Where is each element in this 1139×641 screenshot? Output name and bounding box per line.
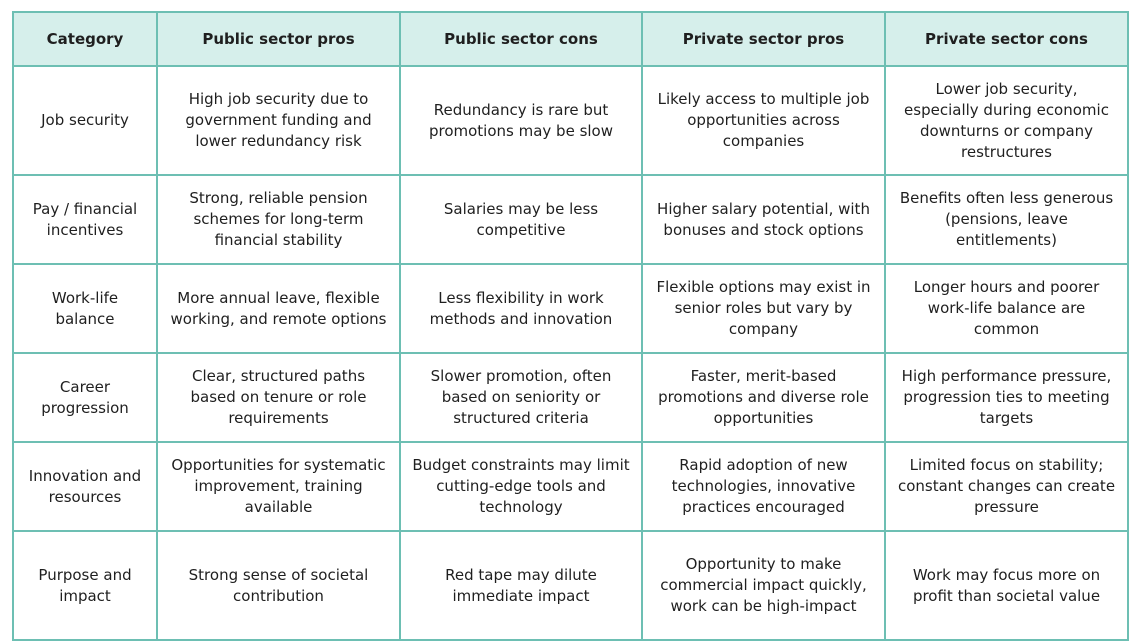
table-cell: Opportunity to make commercial impact quickly, work can be high-impact	[642, 531, 885, 640]
table-cell: Lower job security, especially during economic downturns or company restructures	[885, 66, 1128, 175]
category-cell: Purpose and impact	[13, 531, 157, 640]
category-cell: Innovation and resources	[13, 442, 157, 531]
table-row	[13, 531, 1128, 640]
category-cell: Career progression	[13, 353, 157, 442]
category-cell: Job security	[13, 66, 157, 175]
table-cell: Salaries may be less competitive	[400, 175, 642, 264]
table-cell: Strong, reliable pension schemes for long-term financial stability	[157, 175, 400, 264]
table-header	[13, 12, 1128, 66]
header-private-cons: Private sector cons	[885, 12, 1128, 66]
table-row	[13, 66, 1128, 175]
table-row	[13, 264, 1128, 353]
public-private-comparison-table	[12, 11, 1129, 641]
table-cell: More annual leave, flexible working, and remote options	[157, 264, 400, 353]
table-cell: Budget constraints may limit cutting-edge tools and technology	[400, 442, 642, 531]
table-cell: High performance pressure, progression ties to meeting targets	[885, 353, 1128, 442]
header-public-cons: Public sector cons	[400, 12, 642, 66]
header-private-pros: Private sector pros	[642, 12, 885, 66]
table-cell: Longer hours and poorer work-life balance are common	[885, 264, 1128, 353]
table-row	[13, 442, 1128, 531]
table-cell: Strong sense of societal contribution	[157, 531, 400, 640]
table-body	[13, 66, 1128, 640]
table-cell: Flexible options may exist in senior roles but vary by company	[642, 264, 885, 353]
table-row	[13, 353, 1128, 442]
table-cell: Less flexibility in work methods and innovation	[400, 264, 642, 353]
header-row	[13, 12, 1128, 66]
table-cell: Higher salary potential, with bonuses and stock options	[642, 175, 885, 264]
table-row	[13, 175, 1128, 264]
table-cell: Benefits often less generous (pensions, leave entitlements)	[885, 175, 1128, 264]
category-cell: Work-life balance	[13, 264, 157, 353]
table-cell: Rapid adoption of new technologies, innovative practices encouraged	[642, 442, 885, 531]
table-cell: Opportunities for systematic improvement, training available	[157, 442, 400, 531]
header-public-pros: Public sector pros	[157, 12, 400, 66]
table-cell: Slower promotion, often based on seniority or structured criteria	[400, 353, 642, 442]
table-cell: Work may focus more on profit than societal value	[885, 531, 1128, 640]
table-cell: Likely access to multiple job opportunities across companies	[642, 66, 885, 175]
comparison-table-container	[12, 11, 1127, 633]
table-cell: Red tape may dilute immediate impact	[400, 531, 642, 640]
table-cell: Clear, structured paths based on tenure or role requirements	[157, 353, 400, 442]
table-cell: Faster, merit-based promotions and diverse role opportunities	[642, 353, 885, 442]
table-cell: High job security due to government funding and lower redundancy risk	[157, 66, 400, 175]
category-cell: Pay / financial incentives	[13, 175, 157, 264]
table-cell: Limited focus on stability; constant changes can create pressure	[885, 442, 1128, 531]
header-category: Category	[13, 12, 157, 66]
table-cell: Redundancy is rare but promotions may be slow	[400, 66, 642, 175]
